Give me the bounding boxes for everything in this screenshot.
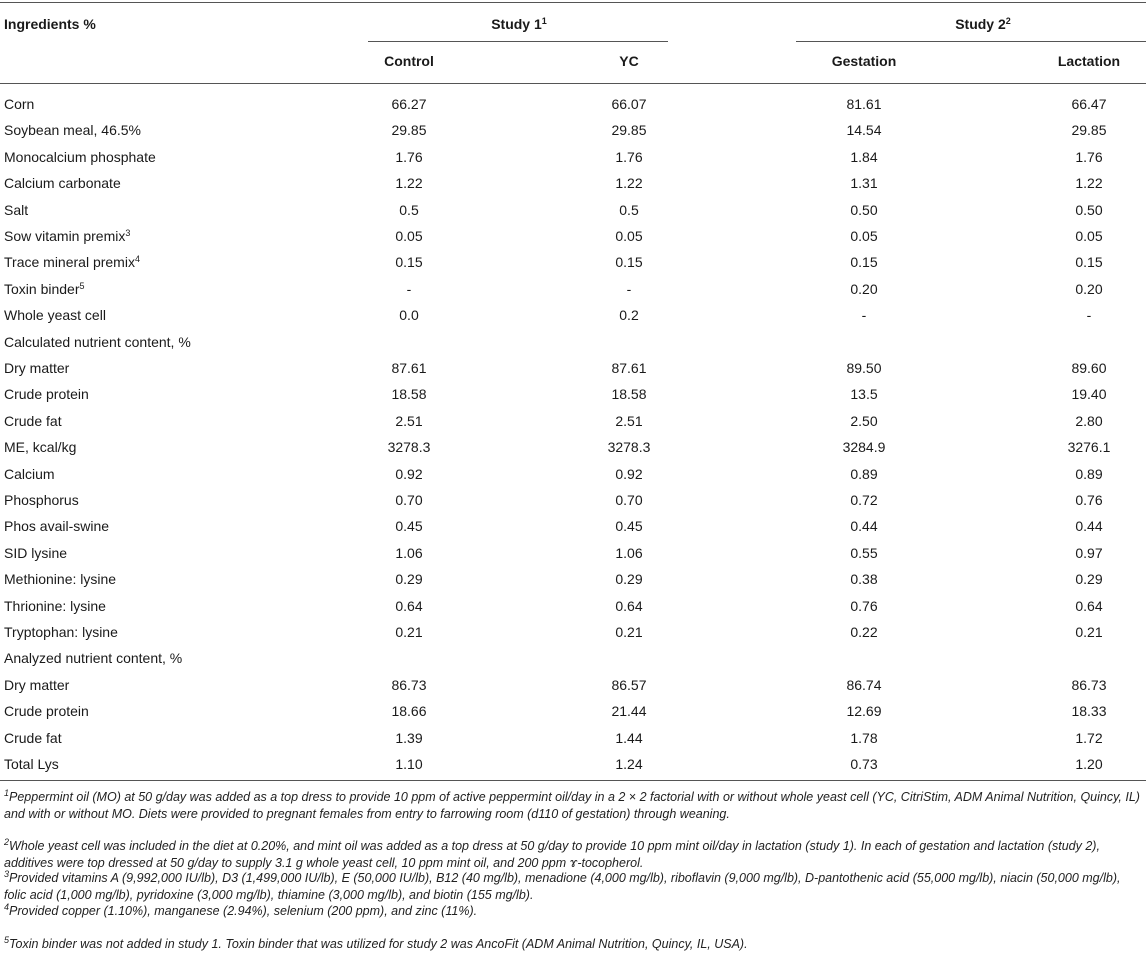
row-label-text: Methionine: lysine xyxy=(4,571,117,588)
cell-lactation: 2.80 xyxy=(1075,412,1103,429)
cell-gestation: 0.38 xyxy=(850,571,878,588)
row-label-text: Crude fat xyxy=(4,729,62,746)
cell-gestation: 3284.9 xyxy=(842,439,886,456)
ingredients-header: Ingredients % xyxy=(4,16,96,32)
cell-yc: 0.05 xyxy=(615,228,643,244)
row-label-text: Toxin binder xyxy=(4,280,80,297)
cell-gestation: 0.55 xyxy=(850,544,878,561)
cell-control: 18.66 xyxy=(391,703,427,720)
row-label-text: Phosphorus xyxy=(4,492,79,508)
cell-gestation: 1.84 xyxy=(850,148,878,165)
cell-yc: 0.5 xyxy=(619,201,639,218)
row-label-text: Crude protein xyxy=(4,386,89,403)
cell-yc: 1.24 xyxy=(615,756,643,772)
row-label-text: Dry matter xyxy=(4,360,70,376)
cell-control: 1.22 xyxy=(395,175,423,192)
cell-gestation: 2.50 xyxy=(850,412,878,429)
footnote-number: 4 xyxy=(4,902,10,912)
cell-control: 2.51 xyxy=(395,412,423,429)
cell-lactation: 1.76 xyxy=(1075,148,1103,165)
cell-gestation: 0.15 xyxy=(850,254,878,271)
cell-lactation: 0.89 xyxy=(1075,465,1103,482)
cell-control: - xyxy=(406,280,412,297)
cell-gestation: 14.54 xyxy=(846,122,882,139)
row-label-text: Monocalcium phosphate xyxy=(4,148,156,165)
row-label xyxy=(4,676,69,694)
cell-yc: 21.44 xyxy=(611,703,647,720)
footnote-4 xyxy=(4,903,1142,920)
row-label-text: Dry matter xyxy=(4,676,70,693)
row-label-text: ME, kcal/kg xyxy=(4,439,77,456)
cell-yc: 0.15 xyxy=(615,254,643,271)
row-label-text: Trace mineral premix xyxy=(4,254,135,271)
cell-lactation: 1.20 xyxy=(1075,756,1103,772)
cell-yc: 29.85 xyxy=(611,122,647,139)
cell-lactation: 0.44 xyxy=(1075,518,1103,535)
row-label xyxy=(4,121,141,139)
cell-lactation: 0.50 xyxy=(1075,201,1103,218)
row-label-text: Analyzed nutrient content, % xyxy=(4,650,183,667)
cell-gestation: 1.31 xyxy=(850,175,878,192)
cell-gestation: 0.44 xyxy=(850,518,878,535)
cell-control: 0.15 xyxy=(395,254,423,271)
cell-lactation: 86.73 xyxy=(1071,676,1107,693)
row-label xyxy=(4,412,62,430)
cell-yc: 1.06 xyxy=(615,544,643,561)
row-label xyxy=(4,465,55,483)
cell-control: 86.73 xyxy=(391,676,427,693)
top-rule xyxy=(0,2,1146,3)
row-label-text: Calculated nutrient content, % xyxy=(4,333,191,350)
cell-lactation: 66.47 xyxy=(1071,96,1107,112)
cell-lactation: 3276.1 xyxy=(1067,439,1111,456)
cell-yc: 1.76 xyxy=(615,148,643,165)
row-label-text: SID lysine xyxy=(4,544,68,561)
row-label xyxy=(4,649,182,667)
col-header-control: Control xyxy=(384,53,434,69)
cell-gestation: 0.89 xyxy=(850,465,878,482)
cell-gestation: 0.72 xyxy=(850,492,878,508)
row-label-text: Total Lys xyxy=(4,756,59,772)
cell-lactation: 0.29 xyxy=(1075,571,1103,588)
cell-gestation: 86.74 xyxy=(846,676,882,693)
cell-control: 29.85 xyxy=(391,122,427,139)
cell-yc: 0.70 xyxy=(615,492,643,508)
footnote-number: 3 xyxy=(4,869,10,879)
cell-gestation: 89.50 xyxy=(846,360,882,376)
cell-control: 1.10 xyxy=(395,756,423,772)
bottom-rule xyxy=(0,780,1146,781)
row-label xyxy=(4,517,109,535)
cell-yc: 1.22 xyxy=(615,175,643,192)
cell-yc: 87.61 xyxy=(611,360,647,376)
study1-underline xyxy=(368,41,668,42)
cell-lactation: 18.33 xyxy=(1071,703,1107,720)
row-label xyxy=(4,95,34,113)
row-label-text: Sow vitamin premix xyxy=(4,228,126,244)
cell-gestation: 1.78 xyxy=(850,729,878,746)
row-label xyxy=(4,438,76,456)
footnote-number: 2 xyxy=(4,837,10,847)
cell-gestation: - xyxy=(861,307,867,324)
row-label xyxy=(4,570,116,588)
cell-yc: 0.45 xyxy=(615,518,643,535)
row-label xyxy=(4,174,121,192)
col-header-gestation: Gestation xyxy=(831,53,897,69)
row-label-text: Salt xyxy=(4,201,29,218)
col-header-lactation: Lactation xyxy=(1057,53,1121,69)
footnote-5 xyxy=(4,936,1142,953)
row-label-text: Whole yeast cell xyxy=(4,307,106,324)
cell-lactation: - xyxy=(1086,307,1092,324)
row-label xyxy=(4,544,67,562)
row-label xyxy=(4,201,28,219)
cell-gestation: 0.05 xyxy=(850,228,878,244)
cell-lactation: 0.76 xyxy=(1075,492,1103,508)
cell-gestation: 0.50 xyxy=(850,201,878,218)
row-label xyxy=(4,597,106,615)
footnote-marker: 4 xyxy=(134,254,140,265)
row-label-text: Soybean meal, 46.5% xyxy=(4,122,141,139)
cell-yc: 0.2 xyxy=(619,307,639,324)
cell-control: 1.76 xyxy=(395,148,423,165)
row-label xyxy=(4,755,59,773)
cell-yc: - xyxy=(626,280,632,297)
cell-gestation: 0.76 xyxy=(850,597,878,614)
footnote-2 xyxy=(4,838,1142,872)
footnote-text: Peppermint oil (MO) at 50 g/day was added as a top dress to provide 10 ppm of active peppermint oil/day in a 2 × 2 factorial with or without whole yeast cell (YC, CitriStim, ADM Animal Nutrition, Quincy, IL) and with or without MO. Diets were provided to pregnant females from entry to farrowing room (d110 of gestation) through weaning. xyxy=(4,790,1140,821)
footnote-text: Provided copper (1.10%), manganese (2.94%), selenium (200 ppm), and zinc (11%). xyxy=(9,904,478,918)
row-label-text: Tryptophan: lysine xyxy=(4,624,118,640)
cell-control: 0.70 xyxy=(395,492,423,508)
cell-lactation: 19.40 xyxy=(1071,386,1107,403)
cell-lactation: 1.72 xyxy=(1075,729,1103,746)
cell-yc: 0.29 xyxy=(615,571,643,588)
row-label xyxy=(4,359,69,377)
footnote-text: Provided vitamins A (9,992,000 IU/lb), D3 (1,499,000 IU/lb), E (50,000 IU/lb), B12 (40 mg/lb), menadione (4,000 mg/lb), riboflavin (9,000 mg/lb), D-pantothenic acid (55,000 mg/lb), niacin (50,000 mg/lb), folic acid (1,000 mg/lb), pyridoxine (3,000 mg/lb), thiamine (3,000 mg/lb), and biotin (155 mg/lb). xyxy=(4,871,1121,902)
cell-control: 18.58 xyxy=(391,386,427,403)
footnote-text: Toxin binder was not added in study 1. Toxin binder that was utilized for study 2 was AncoFit (ADM Animal Nutrition, Quincy, IL, USA). xyxy=(9,937,748,951)
row-label-text: Calcium carbonate xyxy=(4,175,121,192)
footnote-3 xyxy=(4,870,1142,904)
cell-control: 0.21 xyxy=(395,624,423,640)
row-label-text: Crude fat xyxy=(4,412,62,429)
cell-gestation: 0.22 xyxy=(850,624,878,640)
cell-control: 0.29 xyxy=(395,571,423,588)
footnote-1 xyxy=(4,789,1142,823)
row-label xyxy=(4,491,79,509)
cell-yc: 0.92 xyxy=(615,465,643,482)
row-label-text: Thrionine: lysine xyxy=(4,597,106,614)
row-label-text: Crude protein xyxy=(4,703,89,720)
cell-lactation: 29.85 xyxy=(1071,122,1107,139)
cell-control: 87.61 xyxy=(391,360,427,376)
study2-underline xyxy=(796,41,1146,42)
row-label xyxy=(4,306,106,324)
row-label xyxy=(4,148,156,166)
cell-yc: 18.58 xyxy=(611,386,647,403)
cell-control: 0.45 xyxy=(395,518,423,535)
cell-control: 66.27 xyxy=(391,96,427,112)
row-label-text: Phos avail-swine xyxy=(4,518,110,535)
study1-header: Study $1^1$ xyxy=(491,16,547,32)
row-label xyxy=(4,702,89,720)
cell-yc: 86.57 xyxy=(611,676,647,693)
row-label xyxy=(4,623,118,641)
col-header-yc: YC xyxy=(619,53,639,69)
cell-yc: 3278.3 xyxy=(607,439,651,456)
row-label-text: Calcium xyxy=(4,465,55,482)
cell-gestation: 12.69 xyxy=(846,703,882,720)
footnote-marker: 3 xyxy=(125,228,131,238)
cell-control: 1.39 xyxy=(395,729,423,746)
cell-lactation: 0.97 xyxy=(1075,544,1103,561)
row-label xyxy=(4,729,62,747)
cell-control: 0.64 xyxy=(395,597,423,614)
row-label xyxy=(4,333,191,351)
footnote-number: 5 xyxy=(4,935,10,945)
cell-lactation: 0.64 xyxy=(1075,597,1103,614)
cell-gestation: 13.5 xyxy=(850,386,878,403)
row-label xyxy=(4,385,89,403)
cell-yc: 0.64 xyxy=(615,597,643,614)
cell-lactation: 0.21 xyxy=(1075,624,1103,640)
cell-gestation: 0.73 xyxy=(850,756,878,772)
cell-lactation: 0.15 xyxy=(1075,254,1103,271)
cell-gestation: 81.61 xyxy=(846,96,882,112)
row-label xyxy=(4,280,85,298)
cell-gestation: 0.20 xyxy=(850,280,878,297)
footnote-text: Whole yeast cell was included in the diet at 0.20%, and mint oil was added as a top dress at 50 g/day to provide 10 ppm mint oil/day in lactation (study 1). In each of gestation and lactation (study 2), additives were top dressed at 50 g/day to supply 3.1 g whole yeast cell, 10 ppm mint oil, and 200 ppm ɤ-tocopherol. xyxy=(4,839,1100,870)
cell-lactation: 1.22 xyxy=(1075,175,1103,192)
study2-header: Study $2^2$ xyxy=(955,16,1011,32)
footnote-marker: 5 xyxy=(79,280,85,291)
cell-control: 0.92 xyxy=(395,465,423,482)
header-rule xyxy=(0,83,1146,84)
cell-yc: 0.21 xyxy=(615,624,643,640)
cell-lactation: 89.60 xyxy=(1071,360,1107,376)
cell-yc: 1.44 xyxy=(615,729,643,746)
cell-lactation: 0.20 xyxy=(1075,280,1103,297)
cell-yc: 66.07 xyxy=(611,96,647,112)
row-label-text: Corn xyxy=(4,96,35,112)
cell-yc: 2.51 xyxy=(615,412,643,429)
row-label xyxy=(4,227,130,245)
cell-control: 3278.3 xyxy=(387,439,431,456)
cell-lactation: 0.05 xyxy=(1075,228,1103,244)
row-label xyxy=(4,253,140,271)
cell-control: 0.5 xyxy=(399,201,419,218)
cell-control: 0.0 xyxy=(399,307,419,324)
cell-control: 0.05 xyxy=(395,228,423,244)
cell-control: 1.06 xyxy=(395,544,423,561)
footnote-number: 1 xyxy=(4,788,10,798)
